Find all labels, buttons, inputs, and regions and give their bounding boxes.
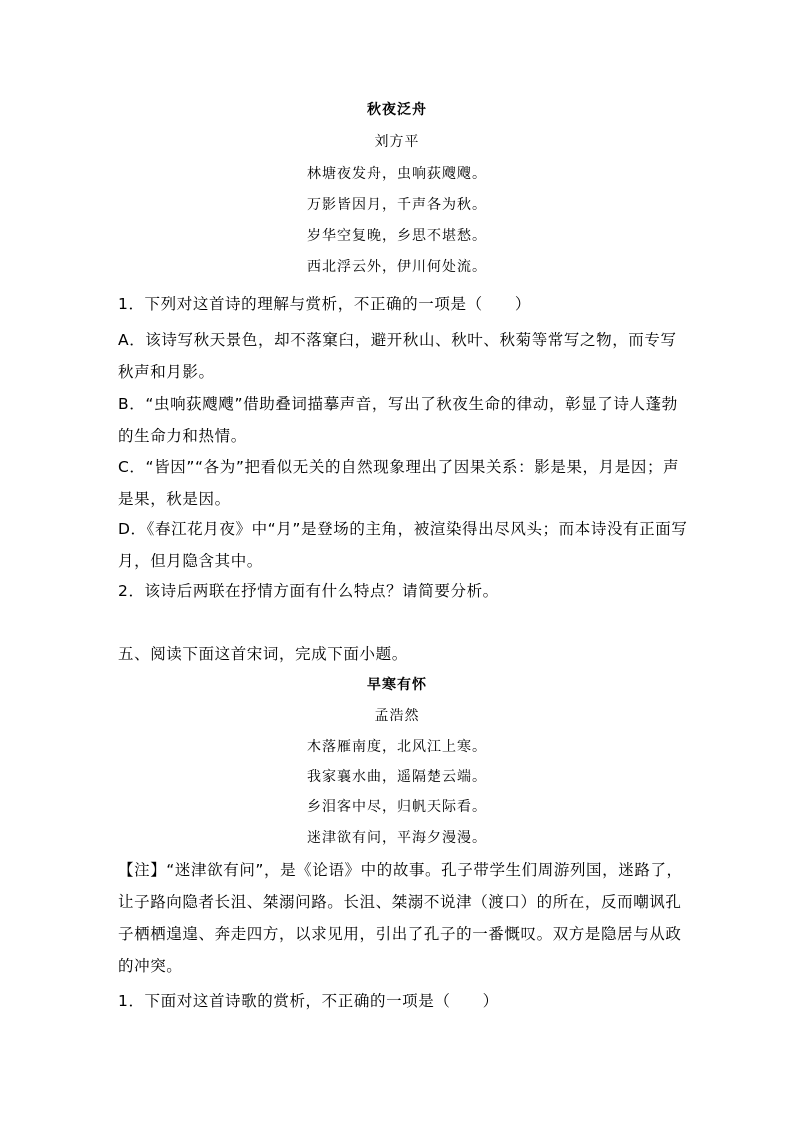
option-c-line-2: 是果，秋是因。	[118, 490, 231, 508]
option-a	[118, 324, 678, 388]
question2-1	[118, 985, 678, 1017]
poem1-title: 秋夜泛舟	[367, 102, 427, 118]
poem2-title: 早寒有怀	[367, 677, 427, 693]
option-b-line-2: 的生命力和热情。	[118, 427, 247, 445]
option-d	[118, 513, 688, 577]
note-line: 让子路向隐者长沮、桀溺问路。长沮、桀溺不说津（渡口）的所在，反而嘲讽孔	[118, 893, 682, 911]
poem1-line: 西北浮云外，伊川何处流。	[307, 259, 487, 275]
option-c-line-1: C．“皆因”“各为”把看似无关的自然现象理出了因果关系：影是果，月是因；声	[118, 458, 680, 476]
note-line: 的冲突。	[118, 957, 183, 975]
annotation-note	[118, 854, 683, 982]
poem1-line: 岁华空复晚，乡思不堪愁。	[307, 228, 487, 244]
note-line: 【注】“迷津欲有问”，是《论语》中的故事。孔子带学生们周游列国，迷路了，	[118, 861, 683, 879]
question1-2	[118, 575, 678, 607]
question-text: 1．下面对这首诗歌的赏析，不正确的一项是（ ）	[118, 992, 499, 1010]
section-heading-text: 五、阅读下面这首宋词，完成下面小题。	[118, 645, 408, 663]
poem2-line: 木落雁南度，北风江上寒。	[307, 739, 487, 755]
option-d-line-1: D．《春江花月夜》中“月”是登场的主角，被渲染得出尽风头；而本诗没有正面写	[118, 520, 688, 538]
poem2-line: 乡泪客中尽，归帆天际看。	[307, 799, 487, 815]
question1-1	[118, 288, 678, 320]
option-d-line-2: 月，但月隐含其中。	[118, 552, 263, 570]
poem2-author: 孟浩然	[374, 708, 420, 724]
poem2-line: 我家襄水曲，遥隔楚云端。	[307, 769, 487, 785]
note-line: 子栖栖遑遑、奔走四方，以求见用，引出了孔子的一番慨叹。双方是隐居与从政	[118, 925, 682, 943]
section-heading	[118, 638, 678, 670]
poem1-author: 刘方平	[374, 134, 420, 150]
option-b-line-1: B．“虫响荻飕飕”借助叠词描摹声音，写出了秋夜生命的律动，彰显了诗人蓬勃	[118, 395, 678, 413]
poem1-line: 林塘夜发舟，虫响荻飕飕。	[307, 166, 487, 182]
option-b	[118, 388, 678, 452]
option-c	[118, 451, 678, 515]
option-a-line-2: 秋声和月影。	[118, 363, 215, 381]
poem2-line: 迷津欲有问，平海夕漫漫。	[307, 830, 487, 846]
option-a-line-1: A．该诗写秋天景色，却不落窠臼，避开秋山、秋叶、秋菊等常写之物，而专写	[118, 331, 677, 349]
question-text: 2．该诗后两联在抒情方面有什么特点？请简要分析。	[118, 582, 499, 600]
poem1-line: 万影皆因月，千声各为秋。	[307, 197, 487, 213]
question-text: 1．下列对这首诗的理解与赏析，不正确的一项是（ ）	[118, 295, 531, 313]
